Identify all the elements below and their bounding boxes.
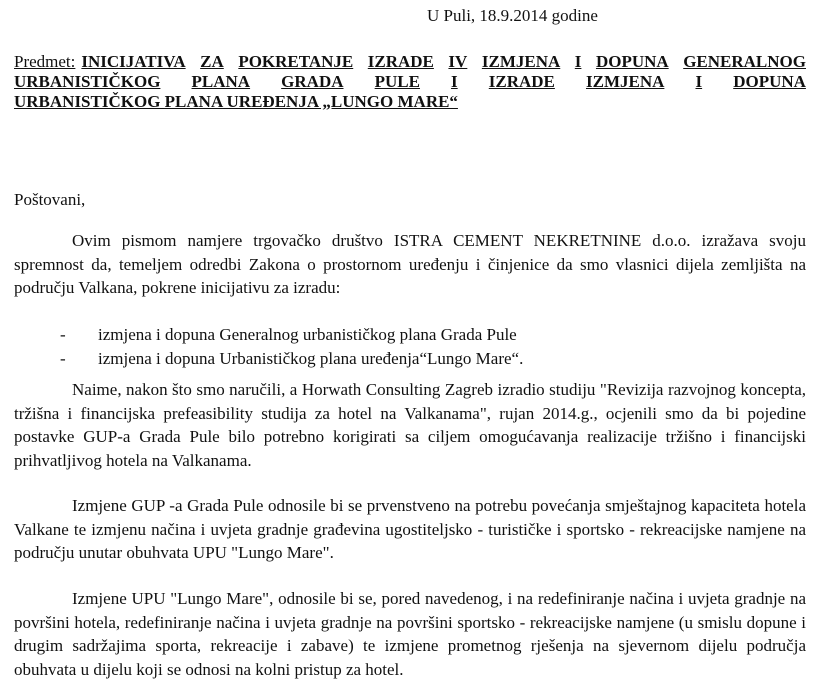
- list-dash: -: [60, 349, 66, 368]
- subject-line-3: URBANISTIČKOG PLANA UREĐENJA „LUNGO MARE“: [14, 92, 458, 111]
- subject-block: [14, 52, 806, 112]
- subject-line-1-word: DOPUNA: [595, 52, 669, 71]
- subject-line-2-word: URBANISTIČKOG: [14, 72, 161, 91]
- list-item-text: izmjena i dopuna Urbanističkog plana uređenja“Lungo Mare“.: [98, 349, 524, 368]
- subject-line-2-word: PULE: [374, 72, 420, 91]
- list-item-text: izmjena i dopuna Generalnog urbanističkog plana Grada Pule: [98, 325, 517, 344]
- list-dash: -: [60, 325, 66, 344]
- subject-line-2: [14, 72, 806, 92]
- subject-line-1-word: POKRETANJE: [238, 52, 354, 71]
- greeting: Poštovani,: [14, 190, 86, 209]
- list-item: [60, 323, 523, 347]
- subject-line-1-word: INICIJATIVA: [81, 52, 186, 71]
- subject-line-2-word: DOPUNA: [733, 72, 806, 91]
- subject-line-1-words: [81, 52, 806, 72]
- subject-line-2-word: I: [451, 72, 458, 91]
- subject-line-1-word: ZA: [200, 52, 224, 71]
- paragraph-2: Naime, nakon što smo naručili, a Horwath Consulting Zagreb izradio studiju "Revizija razvojnog koncepta, tržišna i financijska prefeasibility studija za hotel na Valkanama", rujan 2014.g., ocjenili smo da bi pojedine postavke GUP-a Grada Pule bilo potrebno korigirati sa ciljem omogućavanja realizacije tržišno i financijski prihvatljivog hotela na Valkanama.: [14, 380, 806, 470]
- subject-line-1-word: IZMJENA: [481, 52, 561, 71]
- subject-line-1-word: I: [574, 52, 582, 71]
- paragraph-1: Ovim pismom namjere trgovačko društvo ISTRA CEMENT NEKRETNINE d.o.o. izražava svoju spremnost da, temeljem odredbi Zakona o prostornom uređenju i činjenice da smo vlasnici dijela zemljišta na području Valkana, pokrene inicijativu za izradu:: [14, 231, 806, 297]
- subject-line-2-word: GRADA: [281, 72, 344, 91]
- subject-label: Predmet:: [14, 52, 76, 71]
- subject-line-1: [14, 52, 806, 72]
- paragraph-3: Izmjene GUP -a Grada Pule odnosile bi se prvenstveno na potrebu povećanja smještajnog kapaciteta hotela Valkane te izmjenu načina i uvjeta gradnje građevina ugostiteljsko - turističke i sportsko - rekreacijske namjene na području unutar obuhvata UPU "Lungo Mare".: [14, 496, 806, 562]
- subject-line-2-word: IZRADE: [488, 72, 555, 91]
- subject-line-1-word: IV: [448, 52, 468, 71]
- subject-line-2-word: I: [695, 72, 703, 91]
- subject-line-1-word: IZRADE: [367, 52, 434, 71]
- list-item: [60, 347, 523, 371]
- subject-line-2-word: IZMJENA: [585, 72, 665, 91]
- paragraph-4: Izmjene UPU "Lungo Mare", odnosile bi se, pored navedenog, i na redefiniranje načina i uvjeta gradnje na površini hotela, redefiniranje načina i uvjeta gradnje na površini sportsko - rekreacijske namjene (u smislu dopune i drugim sadržajima sporta, rekreacije i zabave) te izmjene prometnog rješenja na sjevernom dijelu područja obuhvata u dijelu koji se odnosi na kolni pristup za hotel.: [14, 589, 806, 679]
- date-line: U Puli, 18.9.2014 godine: [427, 6, 598, 25]
- subject-line-2-word: PLANA: [191, 72, 251, 91]
- subject-line-1-word: GENERALNOG: [683, 52, 806, 71]
- plan-list: [60, 323, 523, 371]
